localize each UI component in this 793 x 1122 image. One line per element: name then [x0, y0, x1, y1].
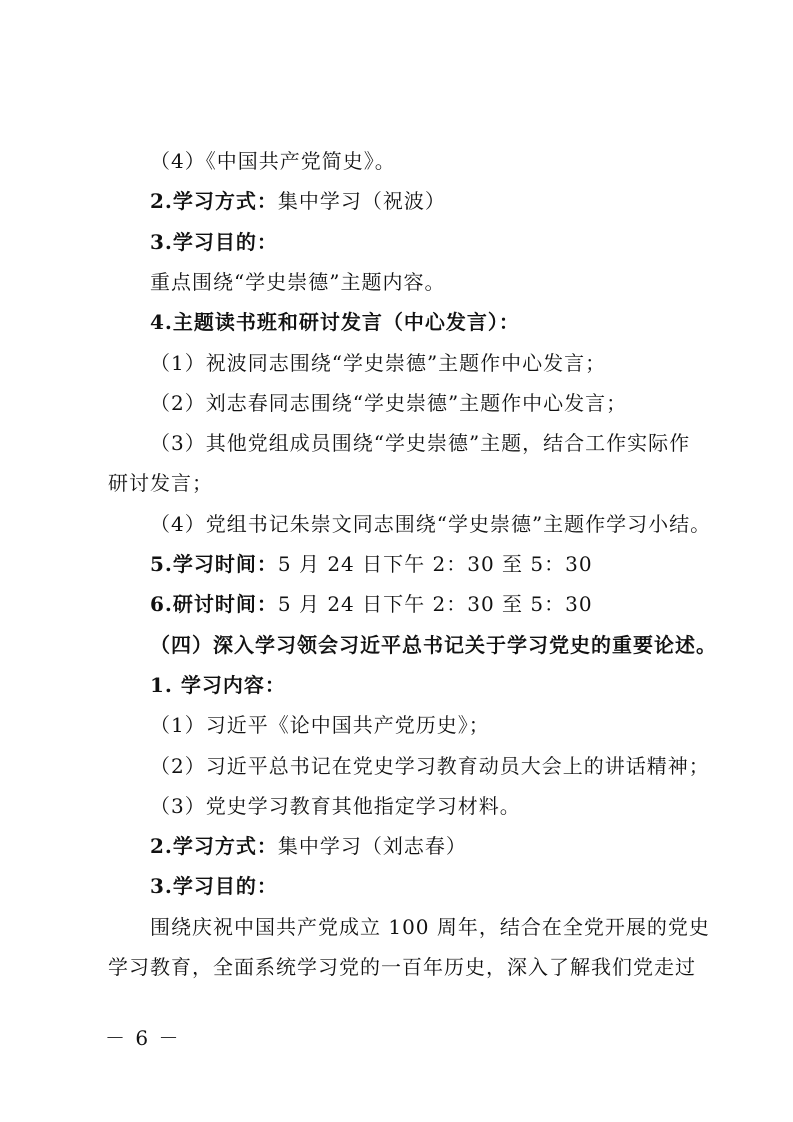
body-text: （4）党组书记朱崇文同志围绕“学史崇德”主题作学习小结。 [150, 511, 712, 536]
text-line [150, 590, 593, 618]
body-text: （3）其他党组成员围绕“学史崇德”主题，结合工作实际作 [150, 431, 691, 456]
heading-text: 6.研讨时间： [150, 592, 278, 617]
heading-text: 1. 学习内容： [150, 672, 286, 697]
body-text: （4）《中国共产党简史》。 [150, 149, 396, 173]
body-text: （2）刘志春同志围绕“学史崇德”主题作中心发言； [150, 390, 628, 415]
heading-text: 5.学习时间： [150, 552, 278, 576]
text-line [108, 469, 213, 497]
body-text: （1）祝波同志围绕“学史崇德”主题作中心发言； [150, 350, 607, 375]
heading-text: 2.学习方式： [150, 189, 278, 214]
text-line [150, 308, 520, 336]
text-line [150, 187, 446, 215]
body-text: 5 月 24 日下午 2：30 至 5：30 [277, 552, 593, 576]
text-line [150, 913, 710, 941]
heading-text: 2.学习方式： [150, 834, 278, 859]
text-line [150, 147, 396, 175]
heading-text: （四）深入学习领会习近平总书记关于学习党史的重要论述。 [150, 632, 717, 657]
body-text: 5 月 24 日下午 2：30 至 5：30 [277, 592, 593, 617]
heading-text: 4.主题读书班和研讨发言（中心发言）： [150, 310, 520, 335]
text-line [150, 228, 278, 256]
text-line [150, 550, 593, 578]
body-text: 集中学习（祝波） [277, 189, 446, 214]
text-line [150, 349, 606, 377]
text-line [108, 953, 696, 981]
text-line [150, 711, 490, 739]
text-line [150, 872, 278, 900]
text-line [150, 429, 690, 457]
text-line [150, 389, 627, 417]
body-text: （2）习近平总书记在党史学习教育动员大会上的讲话精神； [150, 753, 710, 778]
body-text: （1）习近平《论中国共产党历史》； [150, 713, 490, 738]
page-number: － 6 － [105, 1026, 181, 1050]
body-text: 集中学习（刘志春） [277, 834, 467, 859]
text-line [150, 671, 286, 699]
text-line [150, 792, 521, 820]
text-line [150, 631, 717, 659]
body-text: 学习教育，全面系统学习党的一百年历史，深入了解我们党走过 [108, 955, 696, 979]
heading-text: 3.学习目的： [150, 874, 278, 899]
body-text: 研讨发言； [108, 471, 213, 496]
body-text: 围绕庆祝中国共产党成立 100 周年，结合在全党开展的党史 [150, 914, 710, 939]
heading-text: 3.学习目的： [150, 229, 278, 254]
body-text: 重点围绕“学史崇德”主题内容。 [150, 269, 446, 294]
text-line [150, 268, 445, 296]
text-line [150, 510, 711, 538]
text-line [150, 832, 467, 860]
text-line [150, 752, 710, 780]
body-text: （3）党史学习教育其他指定学习材料。 [150, 793, 521, 818]
